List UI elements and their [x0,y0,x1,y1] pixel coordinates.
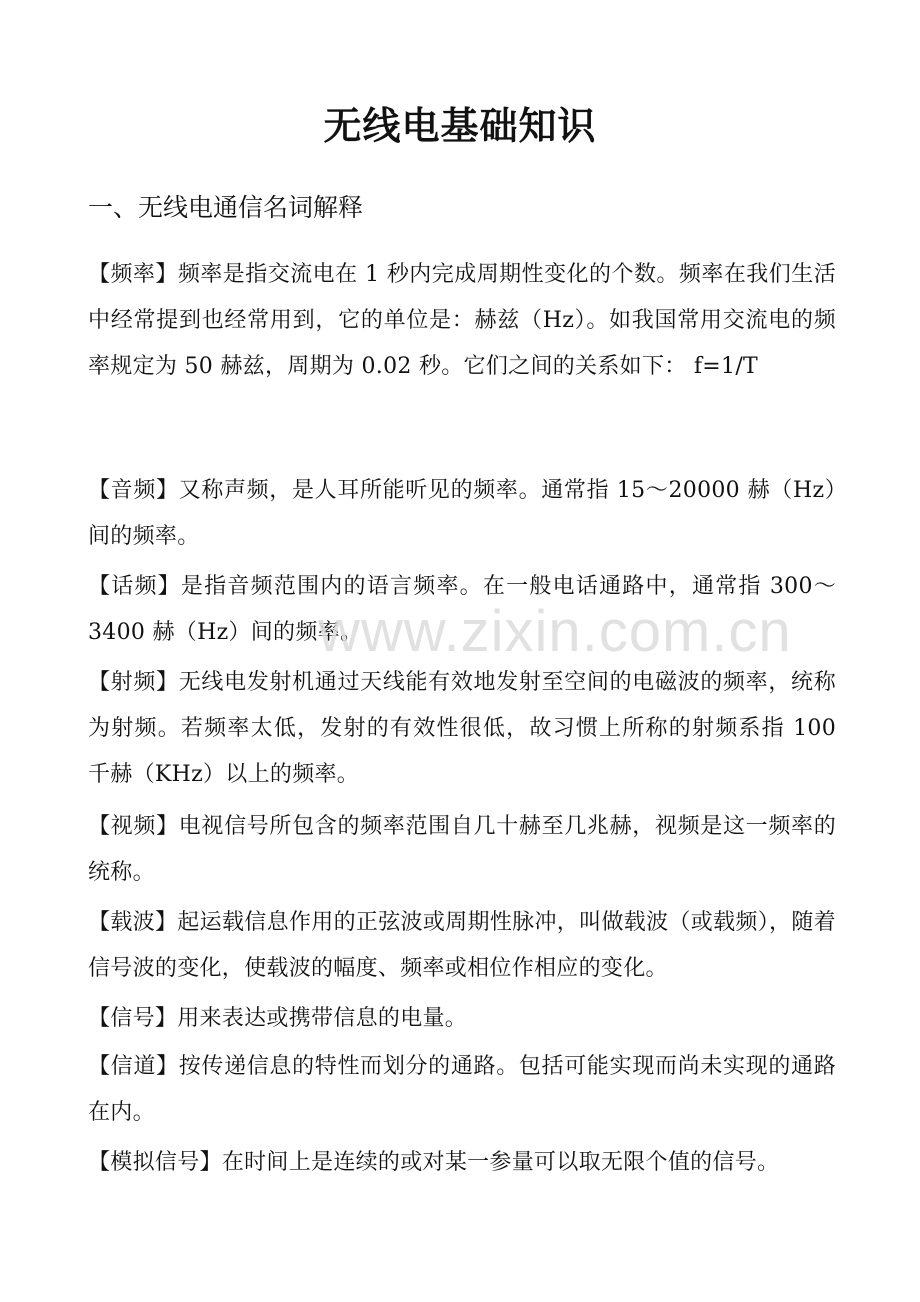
paragraph-signal [88,996,836,1042]
paragraph-text: 在时间上是连续的或对某一参量可以取无限个值的信号。 [221,1150,780,1175]
paragraph-analog-signal [88,1140,836,1186]
term-label: 【信号】 [88,1006,178,1031]
paragraph-text: 用来表达或携带信息的电量。 [177,1006,468,1031]
paragraph-carrier [88,900,836,992]
paragraph-text: 起运载信息作用的正弦波或周期性脉冲，叫做载波（或载频），随着信号波的变化，使载波的幅度、频率或相位作相应的变化。 [88,910,836,981]
paragraph-frequency [88,252,836,390]
paragraph-text: 按传递信息的特性而划分的通路。包括可能实现而尚未实现的通路在内。 [88,1054,837,1125]
term-label: 【频率】 [88,262,178,287]
term-label: 【音频】 [88,478,179,503]
paragraph-text: 又称声频，是人耳所能听见的频率。通常指 15～20000 赫（Hz）间的频率。 [88,478,836,549]
paragraph-text: 无线电发射机通过天线能有效地发射至空间的电磁波的频率，统称为射频。若频率太低，发射的有效性很低，故习惯上所称的射频系指 100 千赫（KHz）以上的频率。 [88,670,837,787]
term-label: 【话频】 [88,574,181,599]
paragraph-text: 频率是指交流电在 1 秒内完成周期性变化的个数。频率在我们生活中经常提到也经常用到，它的单位是：赫兹（Hz）。如我国常用交流电的频率规定为 50 赫兹，周期为 0.02 秒。它们之间的关系如下： f=1/T [88,262,836,379]
paragraph-text: 是指音频范围内的语言频率。在一般电话通路中，通常指 300～3400 赫（Hz）间的频率。 [88,574,836,645]
section-heading: 一、无线电通信名词解释 [88,193,364,222]
paragraph-radio-frequency [88,660,836,798]
paragraph-voice-frequency [88,564,836,656]
term-label: 【载波】 [88,910,178,935]
paragraph-audio [88,468,836,560]
watermark: www.zixin.com.cn [318,599,792,664]
term-label: 【信道】 [88,1054,179,1079]
term-label: 【射频】 [88,670,179,695]
term-label: 【视频】 [88,814,179,839]
document-title: 无线电基础知识 [323,104,597,148]
paragraph-text: 电视信号所包含的频率范围自几十赫至几兆赫，视频是这一频率的统称。 [88,814,837,885]
term-label: 【模拟信号】 [88,1150,222,1175]
paragraph-channel [88,1044,836,1136]
paragraph-video [88,804,836,896]
